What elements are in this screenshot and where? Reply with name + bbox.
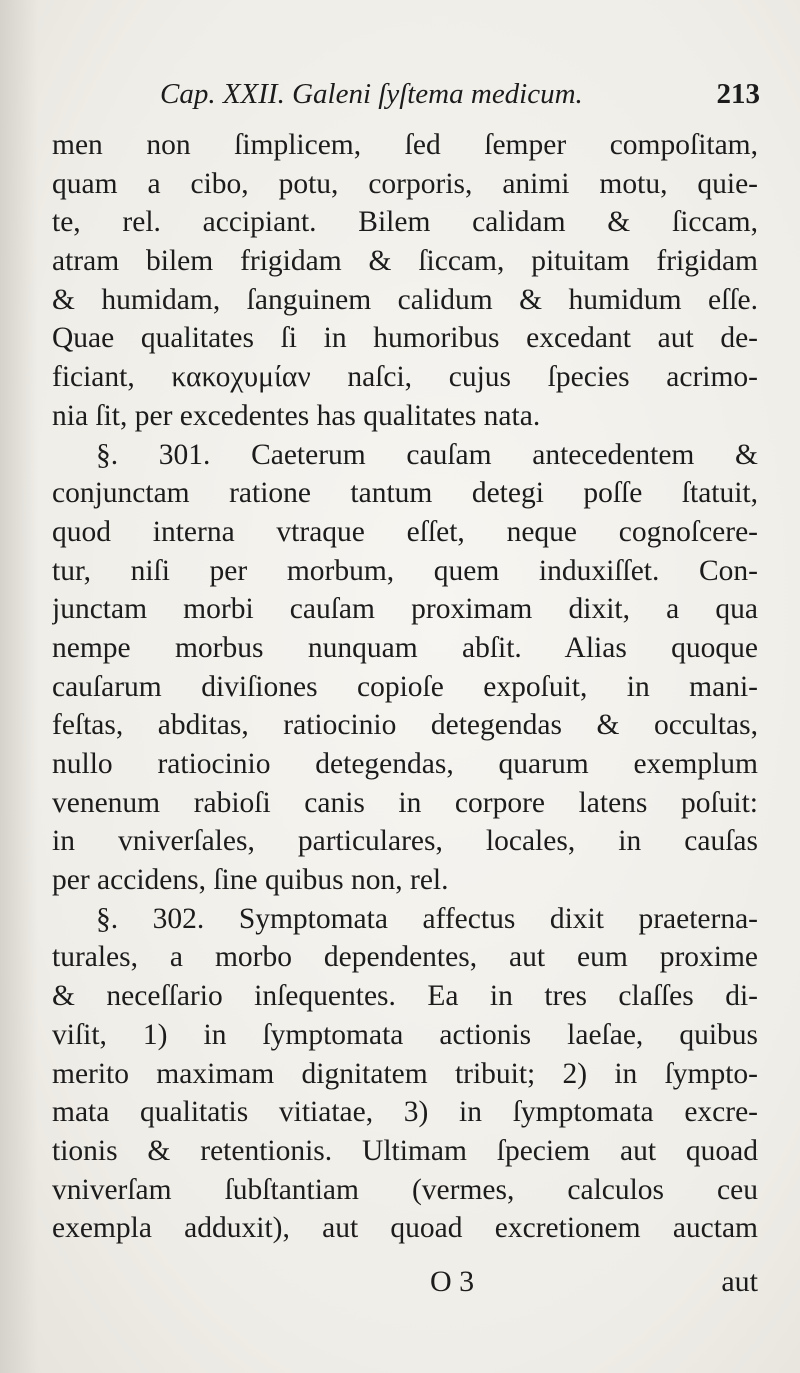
text-line: conjunctam ratione tantum detegi poſſe ſtatuit, — [52, 477, 758, 510]
running-title: Cap. XXII. Galeni ſyſtema medicum. — [160, 78, 583, 110]
text-line: atram bilem frigidam & ſiccam, pituitam frigidam — [52, 245, 758, 278]
text-line: vniverſam ſubſtantiam (vermes, calculos ceu — [52, 1173, 758, 1206]
text-line: & neceſſario inſequentes. Ea in tres claſſes di- — [52, 980, 758, 1013]
text-line: ficiant, κακοχυμίαν naſci, cujus ſpecies acrimo- — [52, 361, 758, 394]
text-line: exempla adduxit), aut quoad excretionem auctam — [52, 1212, 758, 1245]
page-number: 213 — [716, 78, 760, 110]
text-line: quod interna vtraque eſſet, neque cognoſcere- — [52, 515, 758, 548]
catchword: aut — [721, 1265, 758, 1298]
body-text — [52, 126, 758, 1248]
text-line: men non ſimplicem, ſed ſemper compoſitam, — [52, 129, 758, 161]
text-line: venenum rabioſi canis in corpore latens poſuit: — [52, 786, 758, 819]
paragraph-301-start: §. 301. Caeterum cauſam antecedentem & — [96, 438, 758, 471]
page-footer — [52, 1265, 758, 1309]
text-line: & humidam, ſanguinem calidum & humidum eſſe. — [52, 283, 758, 316]
text-line: tionis & retentionis. Ultimam ſpeciem aut quoad — [52, 1134, 758, 1167]
signature-mark: O 3 — [430, 1265, 475, 1298]
running-header — [160, 78, 760, 114]
text-line: nia ſit, per excedentes has qualitates nata. — [52, 399, 541, 432]
text-line: turales, a morbo dependentes, aut eum proxime — [52, 941, 758, 974]
text-line: viſit, 1) in ſymptomata actionis laeſae, quibus — [52, 1018, 758, 1051]
text-line: junctam morbi cauſam proximam dixit, a qua — [52, 593, 758, 626]
text-line: per accidens, ſine quibus non, rel. — [52, 864, 449, 897]
text-line: in vniverſales, particulares, locales, in cauſas — [52, 825, 758, 858]
text-line: cauſarum diviſiones copioſe expoſuit, in mani- — [52, 670, 758, 703]
text-line: nempe morbus nunquam abſit. Alias quoque — [52, 631, 758, 664]
text-line: Quae qualitates ſi in humoribus excedant aut de- — [52, 322, 758, 355]
text-line: quam a cibo, potu, corporis, animi motu, quie- — [52, 167, 758, 200]
text-line: mata qualitatis vitiatae, 3) in ſymptomata excre- — [52, 1096, 758, 1129]
page-gutter-shadow — [0, 0, 38, 1373]
text-line: tur, niſi per morbum, quem induxiſſet. Con- — [52, 554, 758, 587]
paragraph-302-start: §. 302. Symptomata affectus dixit praeterna- — [96, 902, 758, 935]
text-line: merito maximam dignitatem tribuit; 2) in ſympto- — [52, 1057, 758, 1090]
text-line: feſtas, abditas, ratiocinio detegendas & occultas, — [52, 709, 758, 742]
text-line: te, rel. accipiant. Bilem calidam & ſiccam, — [52, 206, 758, 239]
text-line: nullo ratiocinio detegendas, quarum exemplum — [52, 748, 758, 780]
